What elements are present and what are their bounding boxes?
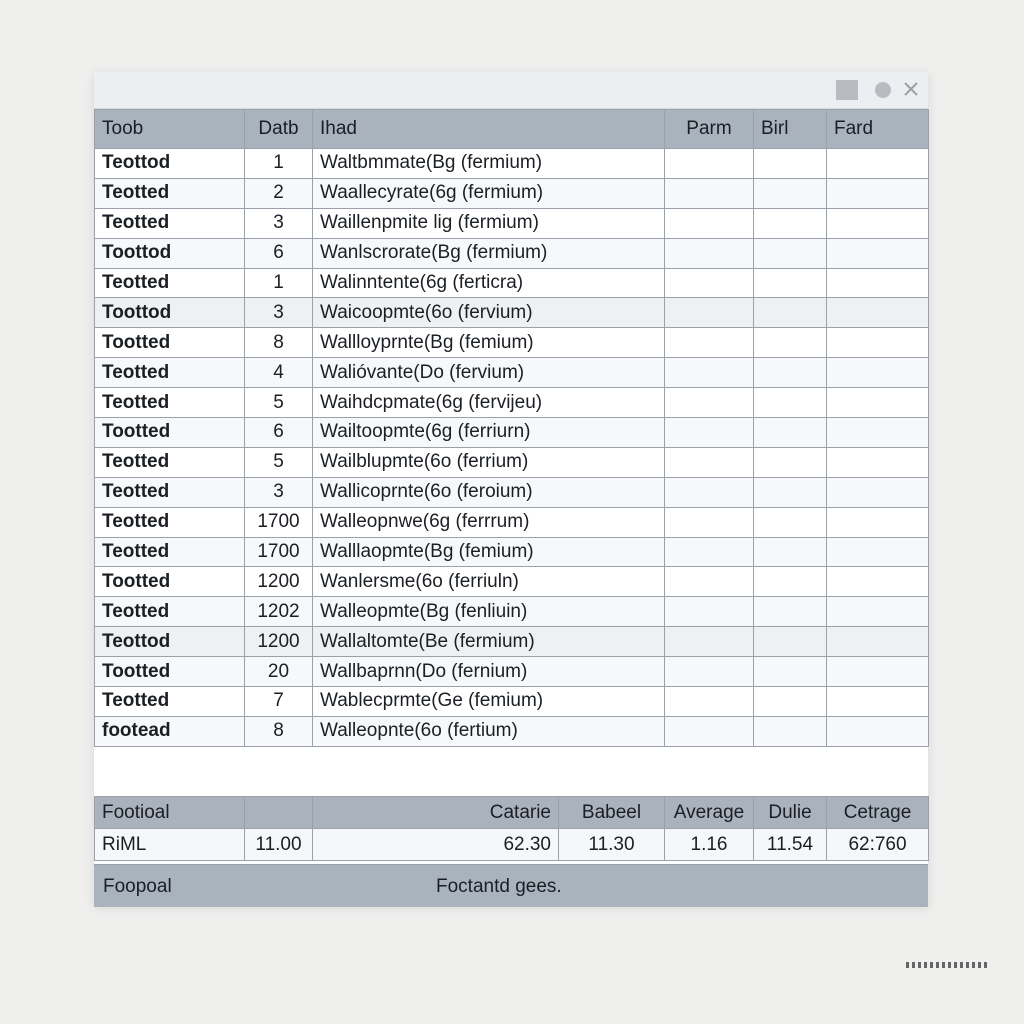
column-header[interactable]: Toob: [95, 110, 245, 149]
summary-value[interactable]: 11.30: [559, 829, 665, 861]
cell-name[interactable]: Teotted: [95, 388, 245, 418]
table-row[interactable]: [95, 418, 929, 448]
cell-empty[interactable]: [754, 537, 827, 567]
summary-header-cell: Dulie: [754, 797, 827, 829]
cell-empty[interactable]: [827, 447, 929, 477]
summary-header-cell: Average: [665, 797, 754, 829]
cell-empty[interactable]: [754, 388, 827, 418]
cell-empty[interactable]: [754, 687, 827, 717]
cell-number[interactable]: 5: [245, 388, 313, 418]
cell-number[interactable]: 20: [245, 657, 313, 687]
cell-description[interactable]: Walleopnte(6o (fertium): [313, 716, 665, 746]
cell-empty[interactable]: [754, 178, 827, 208]
cell-empty[interactable]: [827, 418, 929, 448]
cell-description[interactable]: Wailblupmte(6o (ferrium): [313, 447, 665, 477]
watermark-mark: [906, 962, 988, 968]
cell-number[interactable]: 3: [245, 477, 313, 507]
cell-name[interactable]: Teotted: [95, 447, 245, 477]
header-row: [95, 110, 929, 149]
cell-empty[interactable]: [754, 298, 827, 328]
table-row[interactable]: [95, 447, 929, 477]
cell-empty[interactable]: [827, 208, 929, 238]
cell-number[interactable]: 1700: [245, 507, 313, 537]
cell-number[interactable]: 3: [245, 298, 313, 328]
cell-empty[interactable]: [754, 208, 827, 238]
cell-empty[interactable]: [754, 716, 827, 746]
cell-name[interactable]: Tootted: [95, 328, 245, 358]
cell-name[interactable]: Teotted: [95, 358, 245, 388]
table-row[interactable]: [95, 268, 929, 298]
cell-empty[interactable]: [827, 627, 929, 657]
cell-empty[interactable]: [827, 328, 929, 358]
cell-name[interactable]: Teotted: [95, 208, 245, 238]
cell-name[interactable]: footead: [95, 716, 245, 746]
cell-empty[interactable]: [665, 567, 754, 597]
summary-header-row: [95, 797, 929, 829]
status-footer: [94, 864, 928, 907]
cell-empty[interactable]: [665, 687, 754, 717]
cell-empty[interactable]: [827, 477, 929, 507]
table-row[interactable]: [95, 208, 929, 238]
table-row[interactable]: [95, 178, 929, 208]
cell-name[interactable]: Toottod: [95, 238, 245, 268]
cell-number[interactable]: 6: [245, 238, 313, 268]
table-row[interactable]: [95, 477, 929, 507]
summary-block: [94, 796, 929, 861]
summary-value[interactable]: 1.16: [665, 829, 754, 861]
cell-name[interactable]: Tootted: [95, 418, 245, 448]
cell-description[interactable]: Waltbmmate(Bg (fermium): [313, 149, 665, 179]
column-header[interactable]: Datb: [245, 110, 313, 149]
table-row[interactable]: [95, 537, 929, 567]
cell-empty[interactable]: [665, 477, 754, 507]
cell-number[interactable]: 1700: [245, 537, 313, 567]
cell-description[interactable]: Wablecprmte(Ge (femium): [313, 687, 665, 717]
cell-empty[interactable]: [665, 537, 754, 567]
cell-number[interactable]: 1: [245, 268, 313, 298]
summary-cell[interactable]: [245, 797, 313, 829]
cell-name[interactable]: Tootted: [95, 567, 245, 597]
summary-header-cell: Cetrage: [827, 797, 929, 829]
cell-description[interactable]: Walleopnwe(6g (ferrrum): [313, 507, 665, 537]
cell-empty[interactable]: [827, 358, 929, 388]
cell-empty[interactable]: [754, 447, 827, 477]
cell-empty[interactable]: [754, 627, 827, 657]
table-row[interactable]: [95, 388, 929, 418]
cell-empty[interactable]: [665, 716, 754, 746]
footer-label: Foopoal: [103, 876, 172, 897]
cell-empty[interactable]: [827, 567, 929, 597]
summary-value[interactable]: 11.00: [245, 829, 313, 861]
table-row[interactable]: [95, 238, 929, 268]
cell-number[interactable]: 1200: [245, 567, 313, 597]
summary-value[interactable]: 62:760: [827, 829, 929, 861]
cell-empty[interactable]: [754, 238, 827, 268]
cell-name[interactable]: Teotted: [95, 687, 245, 717]
cell-empty[interactable]: [754, 149, 827, 179]
table-row[interactable]: [95, 687, 929, 717]
cell-empty[interactable]: [754, 418, 827, 448]
cell-description[interactable]: Waicoopmte(6o (fervium): [313, 298, 665, 328]
column-header[interactable]: Parm: [665, 110, 754, 149]
table-row[interactable]: [95, 657, 929, 687]
footer-status-text: Foctantd gees.: [436, 876, 562, 897]
table-row[interactable]: [95, 358, 929, 388]
column-header[interactable]: Ihad: [313, 110, 665, 149]
table-row[interactable]: [95, 328, 929, 358]
cell-empty[interactable]: [827, 298, 929, 328]
cell-empty[interactable]: [754, 657, 827, 687]
table-row[interactable]: [95, 149, 929, 179]
column-header[interactable]: Fard: [827, 110, 929, 149]
cell-description[interactable]: Wanlersme(6o (ferriuln): [313, 567, 665, 597]
table-row[interactable]: [95, 567, 929, 597]
cell-empty[interactable]: [754, 268, 827, 298]
cell-empty[interactable]: [665, 149, 754, 179]
cell-empty[interactable]: [827, 268, 929, 298]
cell-empty[interactable]: [827, 597, 929, 627]
table-row[interactable]: [95, 507, 929, 537]
cell-description[interactable]: Walleopmte(Bg (fenliuin): [313, 597, 665, 627]
summary-row-label: RiML: [95, 829, 245, 861]
column-header[interactable]: Birl: [754, 110, 827, 149]
cell-name[interactable]: Toottod: [95, 298, 245, 328]
cell-empty[interactable]: [827, 507, 929, 537]
cell-description[interactable]: Wallbaprnn(Do (fernium): [313, 657, 665, 687]
summary-header-cell: Babeel: [559, 797, 665, 829]
cell-number[interactable]: 1200: [245, 627, 313, 657]
summary-values-row: [95, 829, 929, 861]
cell-empty[interactable]: [665, 447, 754, 477]
cell-empty[interactable]: [665, 657, 754, 687]
cell-empty[interactable]: [665, 627, 754, 657]
cell-empty[interactable]: [665, 388, 754, 418]
cell-empty[interactable]: [665, 597, 754, 627]
title-bar: [94, 72, 928, 109]
cell-description[interactable]: Waillenpmite lig (fermium): [313, 208, 665, 238]
summary-value[interactable]: 11.54: [754, 829, 827, 861]
cell-empty[interactable]: [754, 567, 827, 597]
cell-empty[interactable]: [827, 238, 929, 268]
cell-empty[interactable]: [827, 388, 929, 418]
spreadsheet-window: [94, 72, 928, 906]
cell-number[interactable]: 8: [245, 328, 313, 358]
cell-number[interactable]: 4: [245, 358, 313, 388]
maximize-icon[interactable]: [836, 80, 858, 100]
cell-number[interactable]: 8: [245, 716, 313, 746]
minimize-icon[interactable]: [875, 82, 891, 98]
cell-number[interactable]: 6: [245, 418, 313, 448]
table-row[interactable]: [95, 298, 929, 328]
table-row[interactable]: [95, 627, 929, 657]
cell-description[interactable]: Walióvante(Do (fervium): [313, 358, 665, 388]
cell-empty[interactable]: [754, 328, 827, 358]
close-icon[interactable]: [902, 80, 920, 98]
table-row[interactable]: [95, 597, 929, 627]
cell-empty[interactable]: [665, 418, 754, 448]
cell-empty[interactable]: [665, 178, 754, 208]
cell-description[interactable]: Waihdcpmate(6g (fervijeu): [313, 388, 665, 418]
cell-empty[interactable]: [665, 507, 754, 537]
cell-description[interactable]: Wallloyprnte(Bg (femium): [313, 328, 665, 358]
cell-empty[interactable]: [827, 178, 929, 208]
summary-value[interactable]: 62.30: [313, 829, 559, 861]
cell-empty[interactable]: [754, 477, 827, 507]
cell-empty[interactable]: [665, 328, 754, 358]
cell-description[interactable]: Wallaltomte(Be (fermium): [313, 627, 665, 657]
cell-name[interactable]: Teotted: [95, 597, 245, 627]
cell-description[interactable]: Walllaopmte(Bg (femium): [313, 537, 665, 567]
cell-number[interactable]: 3: [245, 208, 313, 238]
cell-name[interactable]: Teottod: [95, 627, 245, 657]
cell-name[interactable]: Teotted: [95, 477, 245, 507]
cell-empty[interactable]: [754, 358, 827, 388]
cell-empty[interactable]: [827, 687, 929, 717]
cell-empty[interactable]: [827, 657, 929, 687]
cell-name[interactable]: Teottod: [95, 149, 245, 179]
cell-description[interactable]: Wanlscrorate(Bg (fermium): [313, 238, 665, 268]
cell-empty[interactable]: [827, 716, 929, 746]
cell-number[interactable]: 2: [245, 178, 313, 208]
cell-empty[interactable]: [754, 597, 827, 627]
cell-name[interactable]: Teotted: [95, 537, 245, 567]
cell-empty[interactable]: [827, 149, 929, 179]
cell-description[interactable]: Waallecyrate(6g (fermium): [313, 178, 665, 208]
cell-number[interactable]: 5: [245, 447, 313, 477]
cell-name[interactable]: Teotted: [95, 268, 245, 298]
cell-empty[interactable]: [754, 507, 827, 537]
cell-number[interactable]: 7: [245, 687, 313, 717]
cell-empty[interactable]: [665, 238, 754, 268]
summary-header-cell: Catarie: [313, 797, 559, 829]
cell-description[interactable]: Wallicoprnte(6o (feroium): [313, 477, 665, 507]
cell-number[interactable]: 1202: [245, 597, 313, 627]
cell-number[interactable]: 1: [245, 149, 313, 179]
cell-description[interactable]: Walinntente(6g (ferticra): [313, 268, 665, 298]
cell-description[interactable]: Wailtoopmte(6g (ferriurn): [313, 418, 665, 448]
cell-empty[interactable]: [665, 298, 754, 328]
cell-name[interactable]: Tootted: [95, 657, 245, 687]
cell-empty[interactable]: [665, 358, 754, 388]
table-row[interactable]: [95, 716, 929, 746]
cell-empty[interactable]: [665, 208, 754, 238]
cell-empty[interactable]: [827, 537, 929, 567]
cell-name[interactable]: Teotted: [95, 507, 245, 537]
summary-label: Footioal: [95, 797, 245, 829]
cell-name[interactable]: Teotted: [95, 178, 245, 208]
data-grid: [94, 109, 929, 747]
cell-empty[interactable]: [665, 268, 754, 298]
